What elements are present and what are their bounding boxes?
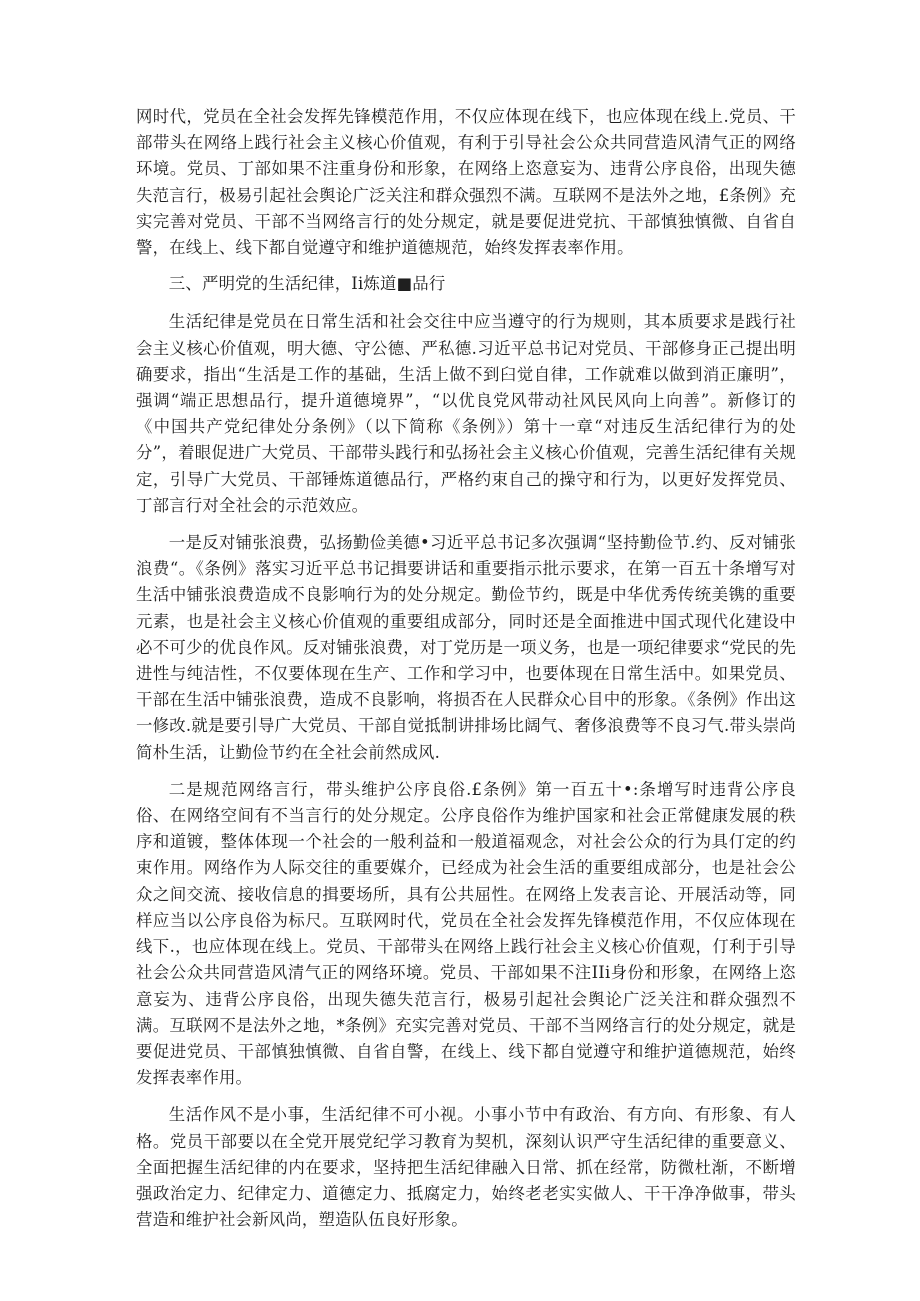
paragraph-conclusion: 生活作风不是小事，生活纪律不可小视。小事小节中有政治、有方向、有形象、有人格。党员干部要以在全党开展党纪学习教育为契机，深刻认识严守生活纪律的重要意义、全面把握生活纪律的内在要求，坚持把生活纪律融入日常、抓在经常，防微杜渐，不断增强政治定力、纪律定力、道德定力、抵腐定力，始终老老实实做人、干干净净做事，带头营造和维护社会新风尚，塑造队伍良好形象。 [136, 1105, 796, 1230]
paragraph-continued-network-conduct: 网时代，党员在全社会发挥先锋模范作用，不仅应体现在线下，也应体现在线上.党员、干部带头在网络上践行社会主义核心价值观，有利于引导社会公众共同营造风清气正的网络环境。党员、丁部如果不注重身份和形象，在网络上恣意妄为、违背公序良俗，出现失德失范言行，极易引起社会舆论广泛关注和群众强烈不满。互联网不是法外之地，£条例》充实完善对党员、干部不当网络言行的处分规定，就是要促进党抗、干部慎独慎微、自省自警，在线上、线下都自觉遵守和维护道德规范，始终发挥表率作用。 [136, 107, 796, 258]
paragraph-life-discipline-intro: 生活纪律是党员在日常生活和社会交往中应当遵守的行为规则，其本质要求是践行社会主义核心价值观，明大德、守公德、严私德.习近平总书记对党员、干部修身正己提出明确要求，指出“生活是工作的基础，生活上做不到臼觉自律，工作就难以做到消正廉明”，强调“端正思想品行，提升道德境界”，“以优良党风带动社风民风向上向善”。新修订的《中国共产党纪律处分条例》（以下简称《条例》）第十一章“对违反生活纪律行为的处分”，着眼促进广大党员、干部带头践行和弘扬社会主义核心价值观，完善生活纪律有关规定，引导广大党员、干部锤炼道德品行，严格约束自己的操守和行为，以更好发挥党员、丁部言行对全社会的示范效应。 [136, 312, 796, 515]
section-heading-three: 三、严明党的生活纪律，Ii炼道■品行 [168, 274, 446, 294]
paragraph-oppose-extravagance: 一是反对铺张浪费，弘扬勤俭美德•习近平总书记多次强调“坚持勤俭节.约、反对铺张浪费“。《条例》落实习近平总书记揖要讲话和重要指示批示要求，在第一百五十条增写对生活中铺张浪费造成不良影响行为的处分规定。勤俭节约，既是中华优秀传统美镌的重要元素，也是社会主义核心价值观的重要组成部分，同时还是全面推进中国式现代化建设中必不可少的优良作风。反对铺张浪费，对丁党历是一项义务，也是一项纪律要求“党民的先进性与纯洁性，不仅要体现在生产、工作和学习中，也要体现在日常生活中。如果党员、干部在生活中铺张浪费，造成不良影响，将损否在人民群众心目中的形象。《条例》作出这一修改.就是要引导广大党员、干部自觉抵制讲排场比阔气、奢侈浪费等不良习气.带头崇尚简朴生活，让勤俭节约在全社会前然成风. [136, 533, 796, 762]
document-body [136, 104, 796, 1233]
paragraph-regulate-online-conduct: 二是规范网络言行，带头维护公序良俗.£条例》第一百五十•:条增写时违背公序良俗、在网络空间有不当言行的处分规定。公序良俗作为维护国家和社会正常健康发展的秩序和道镀，整体体现一个社会的一般利益和一般道福观念，对社会公众的行为具仃定的约束作用。网络作为人际交往的重要媒介，已经成为社会生活的重要组成部分，也是社会公众之间交流、接收信息的揖要场所，具有公共屈性。在网络上发表言论、开展活动等，同样应当以公序良俗为标尺。互联网时代，党员在全社会发挥先锋模范作用，不仅应体现在线下.，也应体现在线上。党员、干部带头在网络上践行社会主义核心价值观，仃利于引导社会公众共同营造风清气正的网络环境。党员、干部如果不注IIi身份和形象，在网络上恣意妄为、违背公序良俗，出现失德失范言行，极易引起社会舆论广泛关注和群众强烈不满。互联网不是法外之地，*条例》充实完善对党员、干部不当网络言行的处分规定，就是要促进党员、干部慎独慎微、自省自警，在线上、线下都自觉遵守和维护道德规范，始终发挥表率作用。 [136, 779, 796, 1088]
